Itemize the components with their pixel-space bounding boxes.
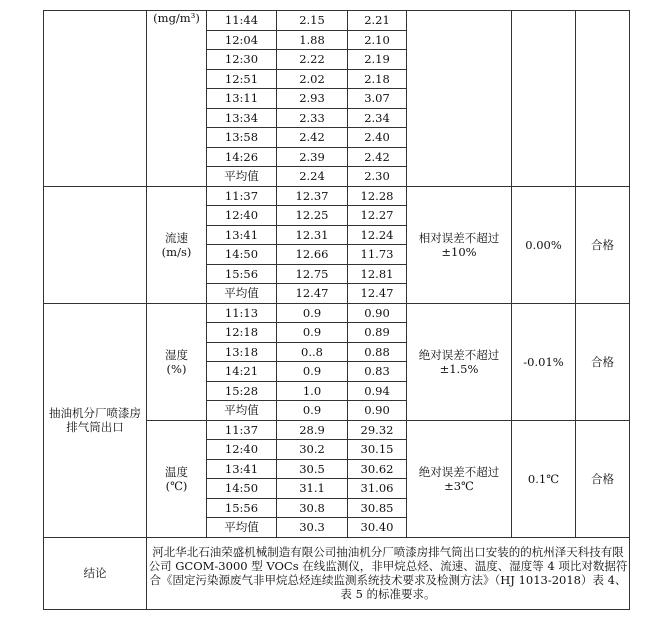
reference-value-cell: 12.37 bbox=[277, 186, 348, 206]
monitor-value-cell: 12.81 bbox=[348, 264, 407, 284]
flow-verdict-cell: 合格 bbox=[576, 186, 630, 303]
reference-value-cell: 12.31 bbox=[277, 225, 348, 245]
time-cell: 11:13 bbox=[207, 303, 277, 323]
verdict-vocs-cell bbox=[576, 11, 630, 187]
monitor-value-cell: 12.47 bbox=[348, 284, 407, 304]
temperature-criterion-cell-line1: 绝对误差不超过 bbox=[418, 464, 500, 479]
monitor-value-cell: 12.24 bbox=[348, 225, 407, 245]
monitor-value-cell: 30.85 bbox=[348, 498, 407, 518]
comparison-table bbox=[43, 10, 630, 610]
monitor-value-cell: 12.27 bbox=[348, 206, 407, 226]
monitor-value-cell: 0.88 bbox=[348, 342, 407, 362]
reference-value-cell: 1.0 bbox=[277, 381, 348, 401]
humidity-criterion-cell bbox=[407, 303, 512, 420]
temperature-criterion-cell bbox=[407, 420, 512, 537]
reference-value-cell: 2.02 bbox=[277, 69, 348, 89]
reference-value-cell: 30.5 bbox=[277, 459, 348, 479]
monitor-value-cell: 0.90 bbox=[348, 303, 407, 323]
reference-value-cell: 2.22 bbox=[277, 50, 348, 70]
monitor-value-cell: 30.15 bbox=[348, 440, 407, 460]
time-cell: 14:50 bbox=[207, 479, 277, 499]
flow-label-cell-line1: 流速 bbox=[165, 230, 188, 245]
unit-vocs: (mg/m³) bbox=[153, 11, 200, 25]
flow-criterion-cell-line2: ±10% bbox=[441, 244, 477, 259]
time-cell: 13:41 bbox=[207, 225, 277, 245]
temperature-criterion-cell-line2: ±3℃ bbox=[444, 478, 474, 493]
time-cell: 平均值 bbox=[207, 401, 277, 421]
temperature-error-cell: 0.1℃ bbox=[512, 420, 576, 537]
reference-value-cell: 12.47 bbox=[277, 284, 348, 304]
humidity-verdict-cell: 合格 bbox=[576, 303, 630, 420]
monitor-value-cell: 11.73 bbox=[348, 245, 407, 265]
monitor-value-cell: 2.21 bbox=[348, 11, 407, 31]
monitor-value-cell: 12.28 bbox=[348, 186, 407, 206]
reference-value-cell: 28.9 bbox=[277, 420, 348, 440]
time-cell: 13:41 bbox=[207, 459, 277, 479]
temperature-label-cell-line1: 温度 bbox=[165, 464, 188, 479]
flow-error-cell: 0.00% bbox=[512, 186, 576, 303]
time-cell: 13:11 bbox=[207, 89, 277, 109]
location-cell-line2: 排气筒出口 bbox=[66, 420, 124, 434]
monitor-value-cell: 30.40 bbox=[348, 518, 407, 538]
reference-value-cell: 30.8 bbox=[277, 498, 348, 518]
time-cell: 平均值 bbox=[207, 167, 277, 187]
reference-value-cell: 2.15 bbox=[277, 11, 348, 31]
humidity-error-cell: -0.01% bbox=[512, 303, 576, 420]
temperature-verdict-cell: 合格 bbox=[576, 420, 630, 537]
reference-value-cell: 0..8 bbox=[277, 342, 348, 362]
reference-value-cell: 12.25 bbox=[277, 206, 348, 226]
time-cell: 13:58 bbox=[207, 128, 277, 148]
table-row bbox=[44, 537, 630, 609]
conclusion-text: 河北华北石油荣盛机械制造有限公司抽油机分厂喷漆房排气筒出口安装的的杭州泽天科技有限公司 GCOM-3000 型 VOCs 在线监测仪，非甲烷总烃、流速、温度、湿度等 4 项比对数据符合《固定污染源废气非甲烷总烃连续监测系统技术要求及检测方法》（HJ 1013-2018）表 4、表 5 的标准要求。 bbox=[147, 537, 630, 609]
conclusion-label: 结论 bbox=[44, 537, 147, 609]
reference-value-cell: 2.24 bbox=[277, 167, 348, 187]
flow-criterion-cell-line1: 相对误差不超过 bbox=[418, 230, 500, 245]
flow-criterion-cell bbox=[407, 186, 512, 303]
humidity-label-cell bbox=[147, 303, 207, 420]
monitor-value-cell: 3.07 bbox=[348, 89, 407, 109]
location-cell-line1: 抽油机分厂喷漆房 bbox=[49, 406, 141, 420]
reference-value-cell: 12.66 bbox=[277, 245, 348, 265]
monitor-value-cell: 2.10 bbox=[348, 30, 407, 50]
time-cell: 15:56 bbox=[207, 498, 277, 518]
reference-value-cell: 2.93 bbox=[277, 89, 348, 109]
location-cell bbox=[44, 303, 147, 537]
time-cell: 12:51 bbox=[207, 69, 277, 89]
monitor-value-cell: 2.18 bbox=[348, 69, 407, 89]
reference-value-cell: 1.88 bbox=[277, 30, 348, 50]
monitor-value-cell: 2.34 bbox=[348, 108, 407, 128]
time-cell: 15:56 bbox=[207, 264, 277, 284]
time-cell: 12:04 bbox=[207, 30, 277, 50]
reference-value-cell: 30.2 bbox=[277, 440, 348, 460]
time-cell: 11:37 bbox=[207, 186, 277, 206]
error-vocs-cell bbox=[512, 11, 576, 187]
temperature-label-cell bbox=[147, 420, 207, 537]
time-cell: 13:34 bbox=[207, 108, 277, 128]
table-row bbox=[44, 11, 630, 31]
time-cell: 14:26 bbox=[207, 147, 277, 167]
humidity-label-cell-line2: (%) bbox=[166, 361, 187, 376]
flow-label-cell-line2: (m/s) bbox=[161, 244, 192, 259]
time-cell: 15:28 bbox=[207, 381, 277, 401]
reference-value-cell: 0.9 bbox=[277, 303, 348, 323]
humidity-criterion-cell-line1: 绝对误差不超过 bbox=[418, 347, 500, 362]
table-row bbox=[44, 186, 630, 206]
reference-value-cell: 2.39 bbox=[277, 147, 348, 167]
reference-value-cell: 0.9 bbox=[277, 323, 348, 343]
time-cell: 13:18 bbox=[207, 342, 277, 362]
reference-value-cell: 12.75 bbox=[277, 264, 348, 284]
humidity-label-cell-line1: 湿度 bbox=[165, 347, 188, 362]
monitor-value-cell: 0.89 bbox=[348, 323, 407, 343]
time-cell: 平均值 bbox=[207, 518, 277, 538]
location-cell-vocs bbox=[44, 11, 147, 187]
monitor-value-cell: 2.40 bbox=[348, 128, 407, 148]
monitor-value-cell: 0.90 bbox=[348, 401, 407, 421]
monitor-value-cell: 2.30 bbox=[348, 167, 407, 187]
monitor-value-cell: 0.83 bbox=[348, 362, 407, 382]
flow-label-cell bbox=[147, 186, 207, 303]
monitor-value-cell: 2.19 bbox=[348, 50, 407, 70]
monitor-value-cell: 30.62 bbox=[348, 459, 407, 479]
time-cell: 14:50 bbox=[207, 245, 277, 265]
reference-value-cell: 0.9 bbox=[277, 362, 348, 382]
time-cell: 12:40 bbox=[207, 440, 277, 460]
location-cell-flow bbox=[44, 186, 147, 303]
time-cell: 平均值 bbox=[207, 284, 277, 304]
monitor-value-cell: 0.94 bbox=[348, 381, 407, 401]
time-cell: 12:40 bbox=[207, 206, 277, 226]
criterion-vocs-cell bbox=[407, 11, 512, 187]
monitor-value-cell: 29.32 bbox=[348, 420, 407, 440]
monitor-value-cell: 2.42 bbox=[348, 147, 407, 167]
temperature-label-cell-line2: (℃) bbox=[165, 478, 188, 493]
monitor-value-cell: 31.06 bbox=[348, 479, 407, 499]
time-cell: 12:18 bbox=[207, 323, 277, 343]
time-cell: 11:44 bbox=[207, 11, 277, 31]
reference-value-cell: 2.33 bbox=[277, 108, 348, 128]
reference-value-cell: 2.42 bbox=[277, 128, 348, 148]
time-cell: 14:21 bbox=[207, 362, 277, 382]
unit-vocs-cell bbox=[147, 11, 207, 187]
humidity-criterion-cell-line2: ±1.5% bbox=[439, 361, 479, 376]
reference-value-cell: 31.1 bbox=[277, 479, 348, 499]
reference-value-cell: 30.3 bbox=[277, 518, 348, 538]
reference-value-cell: 0.9 bbox=[277, 401, 348, 421]
table-row bbox=[44, 303, 630, 323]
time-cell: 11:37 bbox=[207, 420, 277, 440]
time-cell: 12:30 bbox=[207, 50, 277, 70]
